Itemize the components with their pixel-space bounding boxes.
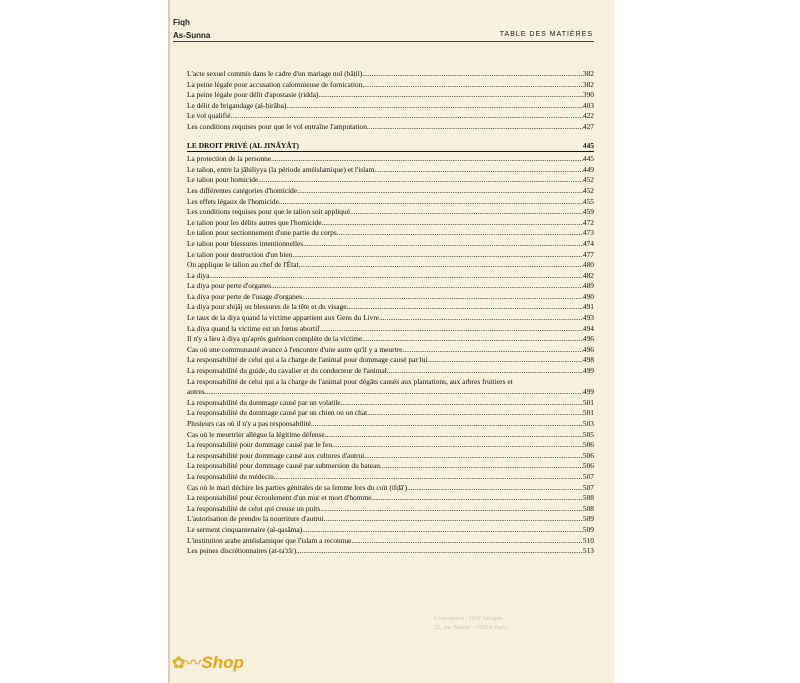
toc-entry	[187, 292, 594, 303]
toc-entry	[187, 80, 594, 91]
toc-entry-title: Il n'y a lieu à diya qu'après guérison complète de la victime	[187, 334, 363, 344]
toc-leader-dots	[427, 355, 582, 366]
toc-entry-title: Les conditions requises pour que le vol entraîne l'amputation	[187, 121, 367, 131]
toc-entry-title: Le talion pour les délits autres que l'homicide	[187, 217, 322, 227]
toc-entry	[187, 90, 594, 101]
toc-entry-title: La diya pour perte de l'usage d'organes	[187, 291, 302, 301]
running-header-toc-title: TABLE DES MATIÈRES	[499, 31, 593, 38]
toc-entry	[187, 111, 594, 122]
toc-leader-dots	[271, 281, 583, 292]
toc-entry	[187, 408, 594, 419]
toc-entry-title: La responsabilité pour dommage causé par submersion du bateau	[187, 461, 380, 471]
toc-entry-title: Le talion pour blessures intentionnelles	[187, 238, 304, 248]
toc-entry-page: 507	[582, 471, 594, 481]
toc-wrap-page: 499	[582, 387, 594, 397]
toc-leader-dots	[367, 408, 583, 419]
toc-entry-title: La responsabilité du médecin	[187, 471, 274, 481]
toc-top-list	[187, 69, 594, 133]
toc-entry-page: 490	[582, 291, 594, 301]
toc-leader-dots	[320, 324, 583, 335]
toc-entry-title: Cas où le meurtrier allègue la légitime défense	[187, 429, 325, 439]
toc-entry-page: 494	[582, 323, 594, 333]
toc-leader-dots	[271, 154, 583, 165]
toc-leader-dots	[286, 101, 583, 112]
toc-entry-title: La diya pour shijâj ou blessures de la tête et du visage	[187, 302, 347, 312]
toc-leader-dots	[346, 302, 582, 313]
toc-wrap-entry	[187, 377, 594, 398]
toc-entry-page: 509	[582, 524, 594, 534]
toc-leader-dots	[303, 239, 583, 250]
toc-entry	[187, 525, 594, 536]
toc-entry-page: 473	[582, 228, 594, 238]
toc-leader-dots	[279, 197, 583, 208]
toc-entry	[187, 122, 594, 133]
toc-entry	[187, 451, 594, 462]
logo-text: Shop	[201, 653, 244, 672]
toc-entry	[187, 101, 594, 112]
toc-entry-title: La diya pour perte d'organes	[187, 281, 272, 291]
toc-leader-dots	[296, 546, 583, 557]
toc-entry-title: La peine légale pour délit d'apostasie (ridda)	[187, 90, 319, 100]
toc-entry-page: 449	[582, 164, 594, 174]
toc-entry-title: La diya quand la victime est un fœtus abortif	[187, 323, 320, 333]
toc-section-heading	[187, 141, 594, 153]
swirl-icon: ✿〰	[172, 655, 202, 672]
toc-entry-title: La diya	[187, 270, 210, 280]
toc-section-page: 445	[582, 140, 594, 150]
toc-entry	[187, 345, 594, 356]
shop-logo	[172, 650, 244, 673]
toc-entry-page: 452	[582, 175, 594, 185]
toc-entry	[187, 186, 594, 197]
toc-entry	[187, 228, 594, 239]
toc-entry	[187, 154, 594, 165]
toc-entry	[187, 546, 594, 557]
toc-entry	[187, 271, 594, 282]
toc-wrap-line-1: La responsabilité de celui qui a la charge de l'animal pour dégâts causés aux plantations, aux arbres fruitiers et	[187, 376, 513, 386]
toc-entry-page: 508	[582, 493, 594, 503]
toc-entry	[187, 165, 594, 176]
printer-stamp	[434, 614, 507, 632]
toc-entry-page: 496	[582, 344, 594, 354]
toc-leader-dots	[332, 440, 583, 451]
toc-entry	[187, 207, 594, 218]
table-of-contents	[187, 69, 594, 557]
toc-leader-dots	[362, 80, 582, 91]
toc-entry-title: Les peines discrétionnaires (at-ta'zîr)	[187, 546, 297, 556]
toc-entry-page: 472	[582, 217, 594, 227]
toc-leader-dots	[402, 345, 583, 356]
toc-leader-dots	[297, 186, 583, 197]
toc-leader-dots	[380, 461, 583, 472]
toc-entry	[187, 239, 594, 250]
toc-entry	[187, 197, 594, 208]
toc-entry-title: Le talion pour destruction d'un bien	[187, 249, 293, 259]
toc-entry	[187, 69, 594, 80]
toc-entry-page: 506	[582, 450, 594, 460]
toc-entry-title: La responsabilité de celui qui creuse un puits	[187, 503, 321, 513]
toc-leader-dots	[274, 472, 583, 483]
toc-entry	[187, 461, 594, 472]
toc-leader-dots	[379, 313, 583, 324]
toc-entry-page: 505	[582, 429, 594, 439]
toc-entry-title: L'institution arabe antéislamique que l'islam a reconnue	[187, 535, 352, 545]
stamp-line-2: 21, rue Manin - 75019 Paris	[434, 624, 507, 631]
toc-entry	[187, 419, 594, 430]
toc-entry-page: 477	[582, 249, 594, 259]
toc-entry-title: La responsabilité pour dommage causé par le feu	[187, 440, 333, 450]
toc-entry-page: 459	[582, 207, 594, 217]
toc-entry-title: L'autorisation de prendre la nourriture d'autrui	[187, 514, 324, 524]
toc-entry-title: La protection de la personne	[187, 154, 272, 164]
toc-entry-title: Le talion pour sectionnement d'une partie du corps	[187, 228, 337, 238]
toc-entry-title: Le taux de la diya quand la victime appartient aux Gens du Livre	[187, 313, 380, 323]
toc-entry-title: La responsabilité de celui qui a la charge de l'animal pour dommage causé par lui	[187, 355, 428, 365]
toc-entry-title: Les conditions requises pour que le talion soit appliqué	[187, 207, 350, 217]
running-header-fiqh: Fiqh	[173, 18, 190, 27]
toc-entry-title: Le serment cinquantenaire (al-qasâma)	[187, 524, 303, 534]
stamp-line-1: Conception : IWF Afrique	[434, 615, 503, 622]
toc-entry-page: 506	[582, 440, 594, 450]
toc-entry-page: 501	[582, 397, 594, 407]
toc-entry-page: 499	[582, 366, 594, 376]
toc-entry-title: L'acte sexuel commis dans le cadre d'un mariage nul (bâṭil)	[187, 69, 363, 78]
running-header-sunna: As-Sunna	[173, 31, 211, 40]
toc-entry-page: 498	[582, 355, 594, 365]
toc-entry	[187, 175, 594, 186]
toc-entry-page: 489	[582, 281, 594, 291]
toc-leader-dots	[258, 175, 583, 186]
toc-leader-dots	[407, 483, 583, 494]
toc-entry-page: 452	[582, 185, 594, 195]
toc-leader-dots	[387, 366, 583, 377]
toc-leader-dots	[209, 271, 583, 282]
toc-entry-page: 382	[582, 79, 594, 89]
toc-entry	[187, 313, 594, 324]
toc-entry	[187, 514, 594, 525]
toc-leader-dots	[292, 250, 583, 261]
toc-entry-page: 403	[582, 100, 594, 110]
toc-entry	[187, 250, 594, 261]
toc-main-list	[187, 154, 594, 376]
toc-entry	[187, 536, 594, 547]
toc-entry-page: 445	[582, 154, 594, 164]
toc-entry-title: On applique le talion au chef de l'État	[187, 260, 299, 270]
toc-leader-dots	[299, 260, 583, 271]
toc-leader-dots	[350, 207, 583, 218]
toc-entry	[187, 260, 594, 271]
toc-entry-title: La responsabilité du guide, du cavalier et du conducteur de l'animal	[187, 366, 387, 376]
header-rule	[173, 41, 594, 42]
toc-leader-dots	[351, 536, 583, 547]
toc-leader-dots	[367, 122, 583, 133]
toc-entry	[187, 483, 594, 494]
toc-entry	[187, 504, 594, 515]
toc-leader-dots	[231, 111, 583, 122]
toc-leader-dots	[302, 292, 583, 303]
toc-leader-dots	[324, 514, 583, 525]
toc-leader-dots	[362, 69, 583, 80]
toc-entry	[187, 493, 594, 504]
toc-leader-dots	[322, 218, 583, 229]
toc-entry-title: Les différentes catégories d'homicide	[187, 185, 298, 195]
toc-entry-page: 455	[582, 196, 594, 206]
toc-entry	[187, 430, 594, 441]
toc-leader-dots	[341, 398, 583, 409]
toc-entry-page: 503	[582, 419, 594, 428]
toc-entry-title: La peine légale pour accusation calomnieuse de fornication	[187, 79, 363, 89]
toc-entry-title: Le vol qualifié	[187, 111, 231, 121]
toc-entry-page: 482	[582, 270, 594, 280]
toc-entry-title: Les effets légaux de l'homicide	[187, 196, 279, 206]
toc-entry	[187, 355, 594, 366]
toc-entry-title: Cas où le mari déchire les parties génitales de sa femme lors du coït (ifḍâ')	[187, 482, 408, 492]
toc-end-list	[187, 398, 594, 557]
toc-entry-page: 496	[582, 334, 594, 344]
toc-leader-dots	[374, 165, 583, 176]
toc-entry-title: La responsabilité pour écroulement d'un mur et mort d'homme	[187, 493, 372, 503]
toc-entry-page: 390	[582, 90, 594, 100]
toc-leader-dots	[337, 228, 583, 239]
toc-entry-page: 493	[582, 313, 594, 323]
toc-entry-page: 507	[582, 482, 594, 492]
toc-entry-page: 506	[582, 461, 594, 471]
toc-entry	[187, 472, 594, 483]
toc-entry-page: 513	[582, 546, 594, 556]
toc-entry	[187, 281, 594, 292]
toc-entry-title: La responsabilité du dommage causé par un chien ou un chat	[187, 408, 368, 418]
toc-leader-dots	[311, 419, 583, 430]
toc-leader-dots	[302, 525, 583, 536]
toc-entry-page: 382	[582, 69, 594, 78]
toc-entry	[187, 324, 594, 335]
toc-entry-title: Plusieurs cas où il n'y a pas responsabilité	[187, 419, 311, 428]
toc-entry-page: 510	[582, 535, 594, 545]
toc-entry-title: Le délit de brigandage (al-ḥirâba)	[187, 100, 287, 110]
toc-section-title: LE DROIT PRIVÉ (AL JINÂYÂT)	[187, 140, 299, 150]
toc-entry-page: 480	[582, 260, 594, 270]
toc-entry-title: Cas où une communauté avance à l'encontre d'une autre qu'il y a meurtre	[187, 344, 403, 354]
toc-entry-page: 491	[582, 302, 594, 312]
toc-leader-dots	[318, 90, 582, 101]
toc-leader-dots	[364, 451, 583, 462]
toc-leader-dots	[320, 504, 583, 515]
toc-entry-title: La responsabilité pour dommage causé aux cultures d'autrui	[187, 450, 365, 460]
toc-entry	[187, 334, 594, 345]
toc-entry	[187, 440, 594, 451]
toc-entry-title: La responsabilité du dommage causé par un volatile	[187, 397, 341, 407]
toc-entry	[187, 218, 594, 229]
toc-entry-page: 474	[582, 238, 594, 248]
toc-leader-dots	[362, 334, 583, 345]
toc-leader-dots	[325, 430, 583, 441]
toc-entry	[187, 398, 594, 409]
toc-entry	[187, 302, 594, 313]
toc-entry-page: 501	[582, 408, 594, 418]
toc-entry-title: Le talion pour homicide	[187, 175, 259, 185]
toc-entry	[187, 366, 594, 377]
toc-wrap-line-2: autres	[187, 387, 205, 397]
toc-entry-title: Le talion, entre la jâhiliyya (la période antéislamique) et l'islam	[187, 164, 375, 174]
toc-entry-page: 508	[582, 503, 594, 513]
toc-entry-page: 427	[582, 121, 594, 131]
toc-leader-dots	[372, 493, 583, 504]
toc-entry-page: 422	[582, 111, 594, 121]
toc-entry-page: 509	[582, 514, 594, 524]
